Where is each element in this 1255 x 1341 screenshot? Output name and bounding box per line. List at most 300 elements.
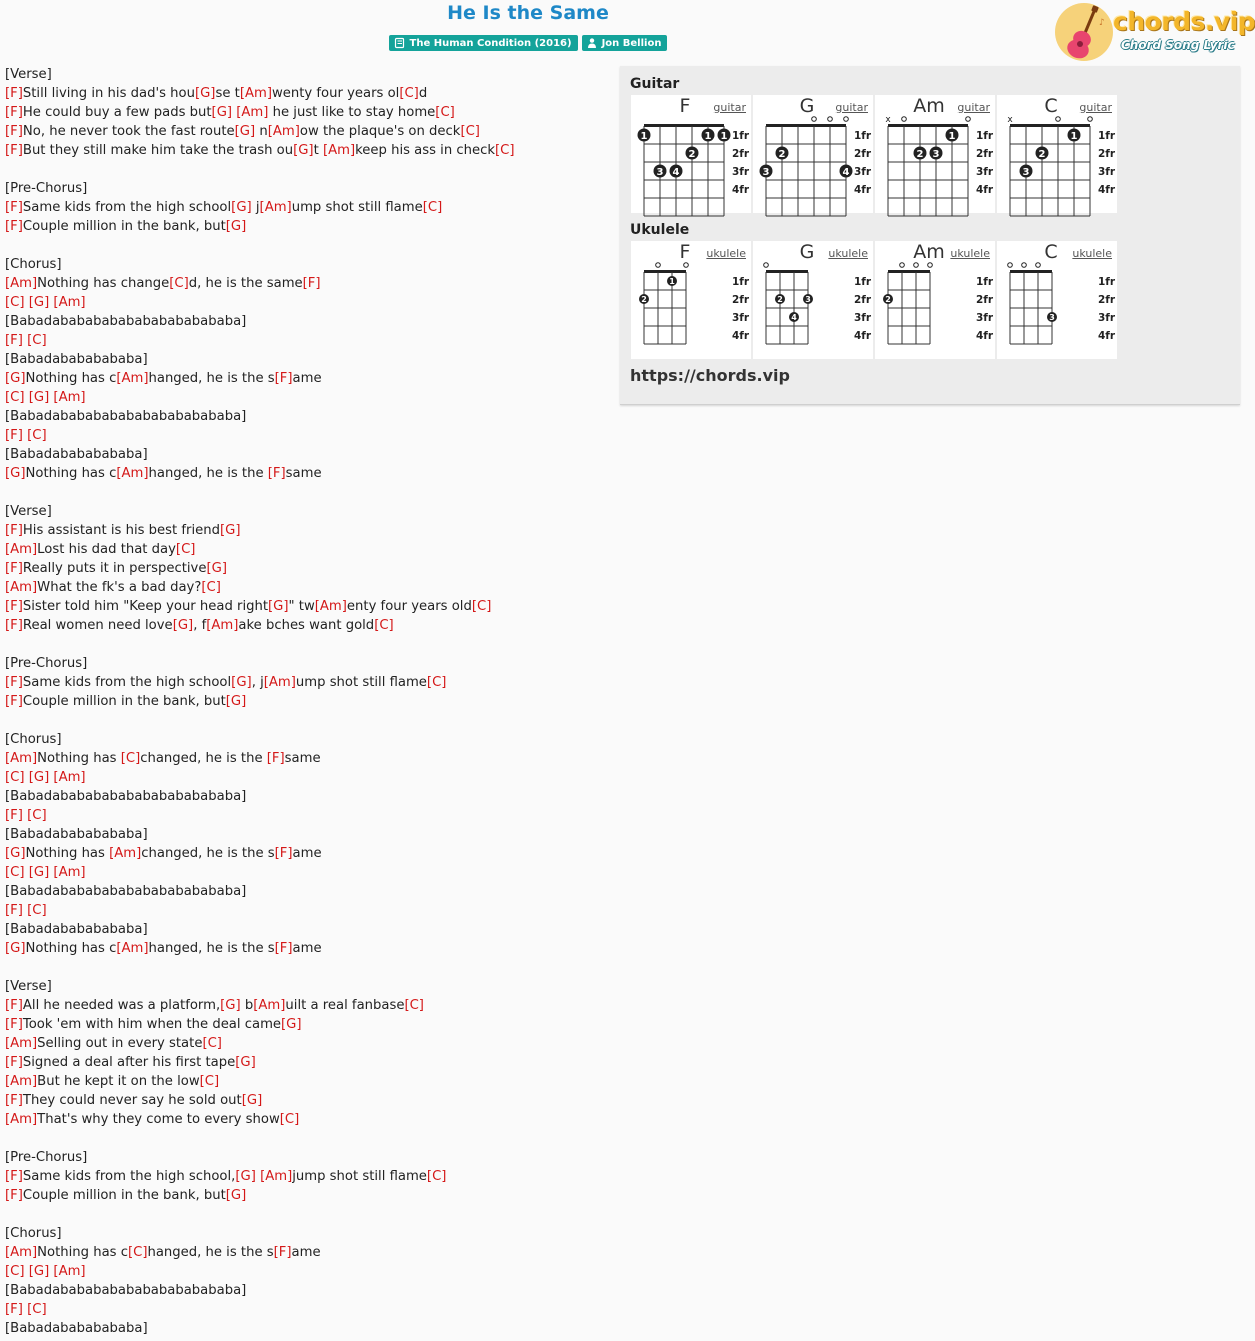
lyric-text: [Chorus] (5, 732, 62, 747)
lyric-text: [Babadabababababa] (5, 922, 148, 937)
chord-am[interactable]: [Am] (236, 105, 269, 120)
lyric-text: His assistant is his best friend (22, 523, 220, 538)
lyric-line (5, 692, 605, 711)
lyric-text: Really puts it in perspective (22, 561, 207, 576)
chord-c[interactable]: [C] (460, 124, 480, 139)
lyric-text: [Pre-Chorus] (5, 1150, 88, 1165)
lyric-line (5, 426, 605, 445)
chord-c[interactable]: [C] (175, 542, 196, 557)
fret-label: 2fr (976, 294, 994, 306)
chord-g[interactable]: [G] (220, 998, 241, 1013)
chord-g[interactable]: [G] (235, 1169, 256, 1184)
chord-f[interactable]: [F] (273, 1245, 292, 1260)
lyric-line (5, 1110, 605, 1129)
chord-c[interactable]: [C] (27, 903, 47, 918)
chord-c[interactable]: [C] (374, 618, 394, 633)
lyric-text: But they still make him take the trash ou (22, 143, 294, 158)
chord-g[interactable]: [G] (194, 86, 216, 101)
guitar-chord-card-am[interactable] (875, 95, 995, 213)
chord-c[interactable]: [C] (5, 295, 25, 310)
chord-g[interactable]: [G] (5, 941, 26, 956)
finger-number: 1 (704, 130, 712, 142)
chord-f[interactable]: [F] (5, 219, 23, 234)
chord-g[interactable]: [G] (293, 143, 314, 158)
finger-number: 1 (1070, 130, 1078, 142)
chord-c[interactable]: [C] (27, 428, 47, 443)
chord-c[interactable]: [C] (5, 865, 25, 880)
ukulele-chord-card-am[interactable] (875, 241, 995, 359)
instrument-link[interactable]: guitar (835, 101, 868, 114)
chord-f[interactable]: [F] (5, 618, 23, 633)
lyric-line (5, 160, 605, 179)
lyric-text: keep his ass in check (355, 143, 496, 158)
lyric-line (5, 749, 605, 768)
lyric-line (5, 369, 605, 388)
chord-c[interactable]: [C] (279, 1112, 300, 1127)
lyric-text: Nothing has c (25, 371, 117, 386)
album-badge[interactable] (389, 35, 578, 51)
chord-name: G (799, 241, 815, 263)
finger-number: 4 (791, 313, 797, 322)
chord-f[interactable]: [F] (5, 143, 23, 158)
chord-am[interactable]: [Am] (5, 751, 38, 766)
chord-f[interactable]: [F] (5, 1302, 23, 1317)
site-url-link[interactable]: https://chords.vip (630, 366, 790, 385)
lyric-line (5, 1072, 605, 1091)
chord-g[interactable]: [G] (225, 1188, 247, 1203)
chord-f[interactable]: [F] (274, 941, 293, 956)
chord-f[interactable]: [F] (266, 751, 285, 766)
chord-am[interactable]: [Am] (5, 1112, 38, 1127)
chord-am[interactable]: [Am] (116, 466, 149, 481)
chord-f[interactable]: [F] (5, 1188, 23, 1203)
lyric-text: Signed a deal after his first tape (22, 1055, 236, 1070)
chord-am[interactable]: [Am] (259, 200, 292, 215)
chord-am[interactable]: [Am] (53, 1264, 86, 1279)
ukulele-chord-card-g[interactable] (753, 241, 873, 359)
chord-am[interactable]: [Am] (5, 1245, 38, 1260)
finger-number: 2 (778, 148, 786, 160)
fret-label: 4fr (1098, 184, 1116, 196)
guitar-chord-card-g[interactable] (753, 95, 873, 213)
lyric-text: , f (193, 618, 207, 633)
lyric-text: [Babadabababababa] (5, 1321, 148, 1336)
chord-f[interactable]: [F] (302, 276, 321, 291)
chord-c[interactable]: [C] (404, 998, 424, 1013)
lyric-line (5, 1034, 605, 1053)
ukulele-chord-card-c[interactable] (997, 241, 1117, 359)
chord-c[interactable]: [C] (27, 808, 47, 823)
lyric-text: ame (292, 846, 322, 861)
chord-am[interactable]: [Am] (206, 618, 239, 633)
finger-number: 3 (1049, 313, 1055, 322)
lyric-line (5, 1262, 605, 1281)
lyric-text: Nothing has c (37, 1245, 128, 1260)
finger-number: 3 (805, 295, 811, 304)
lyric-line (5, 1186, 605, 1205)
chord-f[interactable]: [F] (274, 846, 293, 861)
lyric-text: Real women need love (22, 618, 173, 633)
chord-c[interactable]: [C] (5, 770, 25, 785)
chord-g[interactable]: [G] (225, 694, 247, 709)
artist-label: Jon Bellion (601, 37, 662, 49)
lyric-text: [Babadabababababababababababa] (5, 1283, 247, 1298)
open-string-marker (844, 117, 849, 122)
lyric-line (5, 502, 605, 521)
finger-number: 1 (720, 130, 728, 142)
chord-f[interactable]: [F] (5, 523, 23, 538)
chord-g[interactable]: [G] (234, 124, 256, 139)
chord-g[interactable]: [G] (225, 219, 247, 234)
lyric-text: No, he never took the fast route (22, 124, 235, 139)
open-string-marker (914, 263, 919, 268)
chord-name: C (1044, 241, 1058, 263)
chord-g[interactable]: [G] (268, 599, 289, 614)
lyric-line (5, 996, 605, 1015)
open-string-marker (1036, 263, 1041, 268)
lyric-text: changed, he is the (140, 751, 267, 766)
chord-am[interactable]: [Am] (263, 675, 296, 690)
lyric-line (5, 179, 605, 198)
song-title: He Is the Same (447, 2, 609, 24)
lyric-text: same (285, 466, 322, 481)
chord-name: Am (913, 241, 945, 263)
chord-name: G (799, 95, 815, 117)
finger-number: 2 (641, 295, 647, 304)
instrument-link[interactable]: guitar (713, 101, 746, 114)
lyrics-body (5, 65, 605, 1338)
lyric-text: [Babadabababababababababababa] (5, 409, 247, 424)
ukulele-chord-card-f[interactable] (631, 241, 751, 359)
fret-label: 1fr (732, 130, 750, 142)
lyric-text: Nothing has (25, 846, 110, 861)
lyric-text: d (418, 86, 428, 101)
guitar-icon (1055, 3, 1113, 61)
chord-g[interactable]: [G] (241, 1093, 263, 1108)
instrument-link[interactable]: ukulele (706, 247, 746, 260)
chord-am[interactable]: [Am] (314, 599, 347, 614)
lyric-line (5, 1167, 605, 1186)
chord-am[interactable]: [Am] (53, 390, 86, 405)
lyric-line (5, 293, 605, 312)
chord-g[interactable]: [G] (28, 1264, 50, 1279)
chord-f[interactable]: [F] (5, 86, 23, 101)
fret-label: 1fr (1098, 276, 1116, 288)
lyric-text: [Babadabababababababababababa] (5, 884, 247, 899)
svg-text:♪: ♪ (1099, 18, 1105, 28)
lyric-line (5, 331, 605, 350)
chord-name: F (679, 241, 691, 263)
fret-label: 1fr (854, 130, 872, 142)
lyric-line (5, 103, 605, 122)
lyric-line (5, 198, 605, 217)
chord-c[interactable]: [C] (5, 390, 25, 405)
finger-number: 3 (932, 148, 940, 160)
lyric-line (5, 597, 605, 616)
lyric-line (5, 616, 605, 635)
fret-label: 1fr (1098, 130, 1116, 142)
chord-g[interactable]: [G] (235, 1055, 256, 1070)
chord-panel (620, 66, 1240, 405)
lyric-line (5, 1053, 605, 1072)
chord-f[interactable]: [F] (5, 428, 23, 443)
chord-f[interactable]: [F] (5, 1169, 23, 1184)
chord-f[interactable]: [F] (5, 998, 23, 1013)
open-string-marker (764, 263, 769, 268)
chord-am[interactable]: [Am] (5, 276, 38, 291)
lyric-line (5, 1281, 605, 1300)
lyric-text: Couple million in the bank, but (22, 219, 226, 234)
lyric-line (5, 844, 605, 863)
lyric-text: ump shot still flame (291, 200, 423, 215)
instrument-link[interactable]: guitar (957, 101, 990, 114)
lyric-text: t (313, 143, 323, 158)
chord-f[interactable]: [F] (5, 808, 23, 823)
chord-c[interactable]: [C] (199, 1074, 220, 1089)
chord-f[interactable]: [F] (267, 466, 286, 481)
chord-g[interactable]: [G] (211, 105, 233, 120)
chord-name: F (679, 95, 691, 117)
fret-label: 1fr (854, 276, 872, 288)
lyric-line (5, 388, 605, 407)
chord-g[interactable]: [G] (28, 865, 50, 880)
chord-f[interactable]: [F] (274, 371, 293, 386)
chord-f[interactable]: [F] (5, 1055, 23, 1070)
chord-am[interactable]: [Am] (267, 124, 300, 139)
chord-c[interactable]: [C] (120, 751, 141, 766)
fret-label: 3fr (854, 166, 872, 178)
lyric-text: Took 'em with him when the deal came (22, 1017, 282, 1032)
lyric-line (5, 939, 605, 958)
fret-label: 3fr (854, 312, 872, 324)
fret-label: 3fr (732, 166, 750, 178)
fret-label: 3fr (732, 312, 750, 324)
lyric-line (5, 65, 605, 84)
lyric-text: hanged, he is the s (148, 941, 275, 956)
fret-label: 2fr (1098, 148, 1116, 160)
song-meta (0, 35, 1056, 51)
lyric-line (5, 1129, 605, 1148)
finger-number: 2 (777, 295, 783, 304)
lyric-text: ake bches want gold (238, 618, 375, 633)
lyric-text: [Verse] (5, 504, 52, 519)
chord-f[interactable]: [F] (5, 105, 23, 120)
chord-c[interactable]: [C] (422, 200, 443, 215)
chord-c[interactable]: [C] (435, 105, 455, 120)
chord-name: C (1044, 95, 1058, 117)
instrument-link[interactable]: ukulele (950, 247, 990, 260)
chord-c[interactable]: [C] (495, 143, 515, 158)
open-string-marker (1022, 263, 1027, 268)
finger-number: 3 (1022, 166, 1030, 178)
lyric-line (5, 863, 605, 882)
lyric-text: Same kids from the high school (22, 200, 232, 215)
lyric-text: n (255, 124, 268, 139)
chord-am[interactable]: [Am] (109, 846, 142, 861)
lyric-text: uilt a real fanbase (285, 998, 405, 1013)
fret-label: 1fr (976, 130, 994, 142)
lyric-text: hanged, he is the (148, 466, 268, 481)
lyric-text: What the fk's a bad day? (37, 580, 202, 595)
chord-f[interactable]: [F] (5, 124, 23, 139)
artist-badge[interactable] (582, 35, 668, 51)
book-icon (395, 38, 404, 48)
finger-number: 1 (948, 130, 956, 142)
finger-number: 4 (672, 166, 680, 178)
chord-f[interactable]: [F] (5, 599, 23, 614)
lyric-text: same (284, 751, 321, 766)
fret-label: 2fr (976, 148, 994, 160)
logo-badge (1055, 3, 1113, 61)
chord-c[interactable]: [C] (27, 333, 47, 348)
chord-c[interactable]: [C] (27, 1302, 47, 1317)
chord-g[interactable]: [G] (28, 770, 50, 785)
lyric-line (5, 1015, 605, 1034)
lyric-text: ame (292, 941, 322, 956)
lyric-text: Couple million in the bank, but (22, 1188, 226, 1203)
lyric-text: hanged, he is the s (147, 1245, 274, 1260)
lyric-line (5, 1091, 605, 1110)
chord-g[interactable]: [G] (28, 390, 50, 405)
fret-label: 1fr (732, 276, 750, 288)
lyric-line (5, 350, 605, 369)
lyric-text: Still living in his dad's hou (22, 86, 195, 101)
lyric-text: [Babadabababababa] (5, 352, 148, 367)
chord-g[interactable]: [G] (219, 523, 241, 538)
chord-am[interactable]: [Am] (116, 941, 149, 956)
lyric-line (5, 236, 605, 255)
lyric-line (5, 445, 605, 464)
chord-g[interactable]: [G] (172, 618, 194, 633)
chord-f[interactable]: [F] (5, 675, 23, 690)
lyric-text: , j (251, 675, 264, 690)
chord-am[interactable]: [Am] (5, 1074, 38, 1089)
lyric-line (5, 654, 605, 673)
chord-f[interactable]: [F] (5, 561, 23, 576)
lyric-text: [Chorus] (5, 1226, 62, 1241)
fret-label: 3fr (1098, 312, 1116, 324)
lyric-text: Nothing has c (25, 466, 117, 481)
instrument-link[interactable]: guitar (1079, 101, 1112, 114)
chord-f[interactable]: [F] (5, 333, 23, 348)
chord-f[interactable]: [F] (5, 200, 23, 215)
lyric-line (5, 958, 605, 977)
lyric-text: ame (292, 371, 322, 386)
chord-c[interactable]: [C] (169, 276, 189, 291)
fret-label: 2fr (854, 294, 872, 306)
album-label: The Human Condition (2016) (409, 37, 572, 49)
chord-am[interactable]: [Am] (239, 86, 272, 101)
guitar-chord-card-c[interactable] (997, 95, 1117, 213)
open-string-marker (1056, 117, 1061, 122)
lyric-text: [Verse] (5, 979, 52, 994)
open-string-marker (828, 117, 833, 122)
chord-g[interactable]: [G] (231, 200, 252, 215)
lyric-text: Same kids from the high school (22, 675, 232, 690)
lyric-text: Nothing has change (37, 276, 170, 291)
chord-c[interactable]: [C] (127, 1245, 148, 1260)
open-string-marker (684, 263, 689, 268)
chord-c[interactable]: [C] (426, 1169, 447, 1184)
lyric-line (5, 806, 605, 825)
lyric-text: wenty four years ol (271, 86, 400, 101)
chord-g[interactable]: [G] (28, 295, 50, 310)
chord-am[interactable]: [Am] (53, 770, 86, 785)
lyric-line (5, 559, 605, 578)
chord-c[interactable]: [C] (399, 86, 419, 101)
lyric-text: j (251, 200, 260, 215)
chord-g[interactable]: [G] (206, 561, 227, 576)
chord-am[interactable]: [Am] (53, 865, 86, 880)
chord-am[interactable]: [Am] (53, 295, 86, 310)
finger-number: 2 (885, 295, 891, 304)
chord-am[interactable]: [Am] (5, 542, 38, 557)
chord-f[interactable]: [F] (5, 1017, 23, 1032)
chord-f[interactable]: [F] (5, 1093, 23, 1108)
chord-c[interactable]: [C] (426, 675, 447, 690)
chord-g[interactable]: [G] (5, 466, 26, 481)
fret-label: 3fr (1098, 166, 1116, 178)
open-string-marker (1088, 117, 1093, 122)
lyric-line (5, 540, 605, 559)
chord-am[interactable]: [Am] (253, 998, 286, 1013)
chord-g[interactable]: [G] (281, 1017, 302, 1032)
chord-c[interactable]: [C] (5, 1264, 25, 1279)
lyric-line (5, 141, 605, 160)
lyric-text: [Babadabababababababababababa] (5, 314, 247, 329)
lyric-line (5, 1205, 605, 1224)
chord-g[interactable]: [G] (5, 371, 26, 386)
chord-c[interactable]: [C] (471, 599, 492, 614)
guitar-chord-card-f[interactable] (631, 95, 751, 213)
chord-name: Am (913, 95, 945, 117)
fret-label: 2fr (732, 148, 750, 160)
lyric-line (5, 122, 605, 141)
fret-label: 2fr (1098, 294, 1116, 306)
lyric-line (5, 274, 605, 293)
lyric-line (5, 521, 605, 540)
chord-am[interactable]: [Am] (116, 371, 149, 386)
lyric-text: ump shot still flame (295, 675, 427, 690)
lyric-text: hanged, he is the s (148, 371, 275, 386)
open-string-marker (656, 263, 661, 268)
lyric-text: Nothing has (37, 751, 121, 766)
chord-f[interactable]: [F] (5, 903, 23, 918)
lyric-text: ow the plaque's on deck (299, 124, 461, 139)
lyric-line (5, 464, 605, 483)
chord-am[interactable]: [Am] (5, 580, 38, 595)
chord-g[interactable]: [G] (5, 846, 26, 861)
lyric-line (5, 1243, 605, 1262)
chord-am[interactable]: [Am] (5, 1036, 38, 1051)
chord-c[interactable]: [C] (202, 1036, 222, 1051)
lyric-text: They could never say he sold out (22, 1093, 242, 1108)
instrument-link[interactable]: ukulele (1072, 247, 1112, 260)
lyric-text: " tw (288, 599, 315, 614)
chord-c[interactable]: [C] (201, 580, 221, 595)
chord-am[interactable]: [Am] (260, 1169, 293, 1184)
chord-f[interactable]: [F] (5, 694, 23, 709)
lyric-line (5, 825, 605, 844)
lyric-line (5, 255, 605, 274)
chord-g[interactable]: [G] (231, 675, 252, 690)
site-logo[interactable] (1055, 3, 1255, 63)
lyric-line (5, 1319, 605, 1338)
chord-am[interactable]: [Am] (322, 143, 356, 158)
instrument-link[interactable]: ukulele (828, 247, 868, 260)
lyric-text: enty four years old (346, 599, 472, 614)
fret-label: 4fr (1098, 330, 1116, 342)
